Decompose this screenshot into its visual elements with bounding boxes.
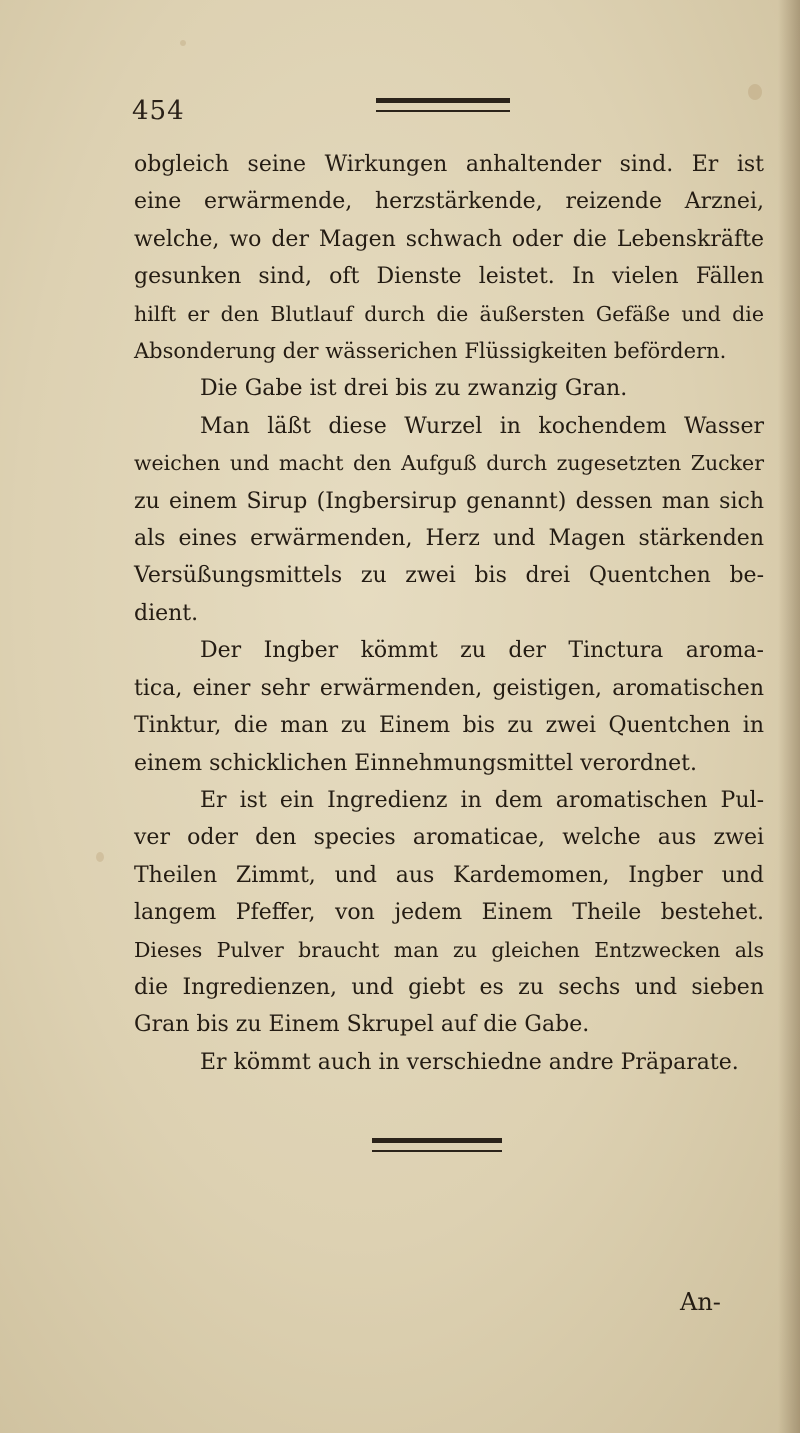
text-line: tica, einer sehr erwärmenden, geistigen, aromatischen [134, 675, 764, 701]
text-line: Er ist ein Ingredienz in dem aromatischen Pul- [200, 787, 764, 813]
text-line: dient. [134, 600, 199, 626]
text-line: welche, wo der Magen schwach oder die Lebenskräfte [134, 226, 764, 252]
body-text [134, 146, 764, 1081]
text-line: hilft er den Blutlauf durch die äußersten Gefäße und die [134, 301, 764, 326]
text-line: Absonderung der wässerichen Flüssigkeiten befördern. [134, 339, 727, 364]
text-line: langem Pfeffer, von jedem Einem Theile bestehet. [134, 900, 764, 926]
text-line: Man läßt diese Wurzel in kochendem Wasser [200, 413, 764, 439]
foxing-stain [748, 84, 762, 100]
header-rule [376, 98, 510, 112]
text-line: als eines erwärmenden, Herz und Magen stärkenden [134, 526, 764, 552]
footer-rule [372, 1138, 502, 1152]
text-line: ver oder den species aromaticae, welche aus zwei [134, 825, 764, 851]
text-line: Dieses Pulver braucht man zu gleichen Entzwecken als [134, 937, 764, 962]
foxing-stain [96, 852, 104, 862]
text-line: Tinktur, die man zu Einem bis zu zwei Quentchen in [134, 713, 764, 739]
text-line: obgleich seine Wirkungen anhaltender sind. Er ist [134, 152, 764, 177]
text-line: Die Gabe ist drei bis zu zwanzig Gran. [200, 376, 628, 402]
text-line: zu einem Sirup (Ingbersirup genannt) dessen man sich [134, 488, 764, 514]
text-line: die Ingredienzen, und giebt es zu sechs und sieben [134, 974, 764, 1000]
text-line: einem schicklichen Einnehmungsmittel verordnet. [134, 750, 697, 776]
foxing-stain [180, 40, 186, 46]
text-line: Versüßungsmittels zu zwei bis drei Quentchen be- [134, 563, 764, 589]
text-line: Theilen Zimmt, und aus Kardemomen, Ingber und [134, 862, 764, 888]
page-number: 454 [132, 96, 185, 126]
text-line: Gran bis zu Einem Skrupel auf die Gabe. [134, 1012, 590, 1038]
catchword: An- [680, 1288, 721, 1316]
text-line: Der Ingber kömmt zu der Tinctura aroma- [200, 638, 764, 664]
text-line: gesunken sind, oft Dienste leistet. In vielen Fällen [134, 264, 764, 290]
text-line: eine erwärmende, herzstärkende, reizende Arznei, [134, 189, 764, 215]
text-line: weichen und macht den Aufguß durch zugesetzten Zucker [134, 451, 764, 476]
page-edge-shadow [778, 0, 800, 1433]
text-line: Er kömmt auch in verschiedne andre Präparate. [200, 1049, 739, 1075]
